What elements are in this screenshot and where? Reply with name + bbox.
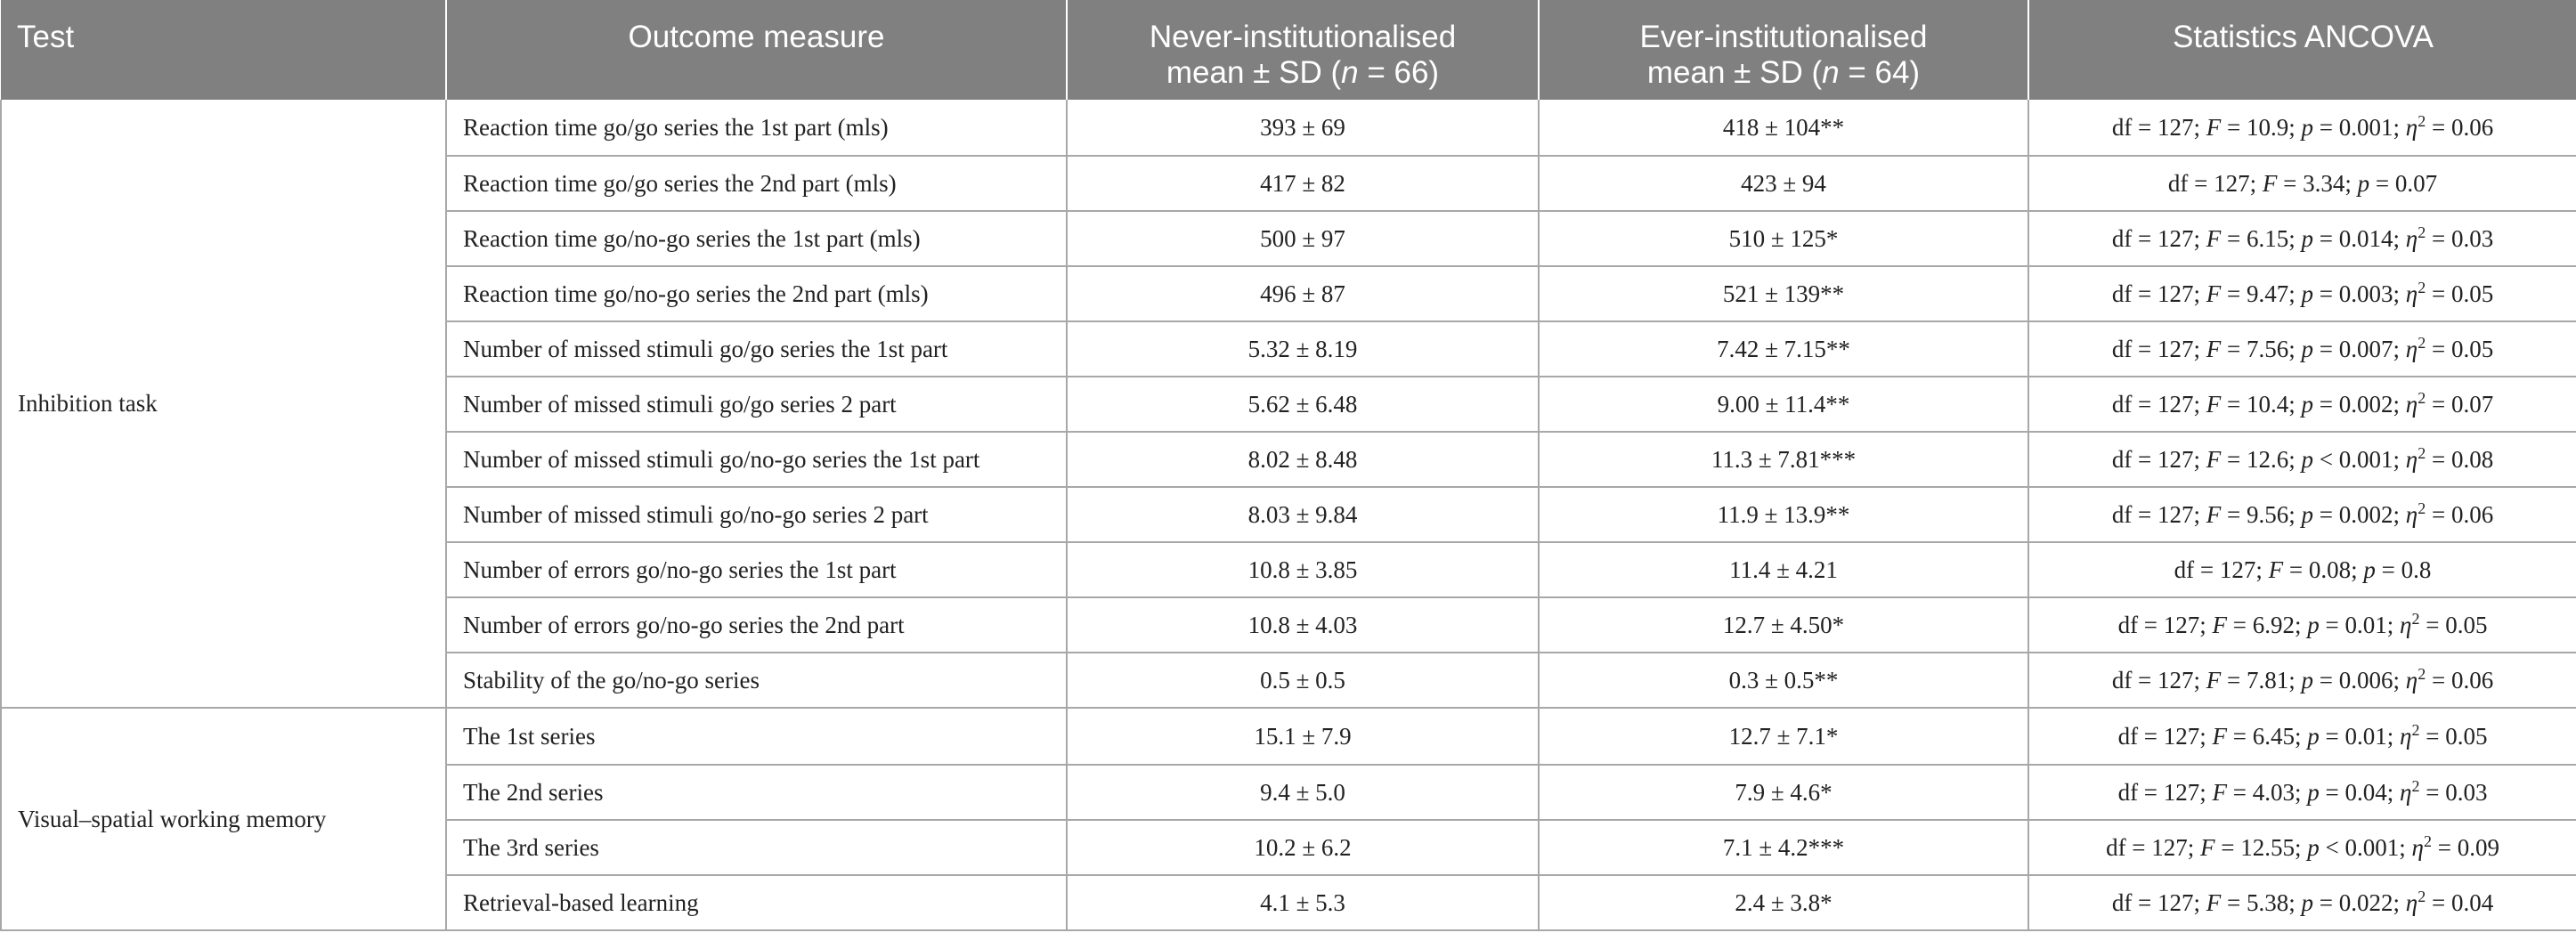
test-group-cell: Inhibition task — [1, 100, 446, 708]
statistics-cell: df = 127; F = 6.15; p = 0.014; $\eta^2 = 0.03$ — [2028, 211, 2576, 266]
statistics-cell: df = 127; F = 6.45; p = 0.01; $\eta^2 = 0.05$ — [2028, 708, 2576, 765]
ever-institutionalised-cell: 7.9 ± 4.6* — [1539, 765, 2028, 820]
ever-institutionalised-cell: 12.7 ± 4.50* — [1539, 597, 2028, 653]
statistics-cell: df = 127; F = 12.6; p < 0.001; $\eta^2 = 0.08$ — [2028, 432, 2576, 487]
header-never-line1: Never-institutionalised — [1149, 20, 1457, 54]
outcome-measure-cell: Reaction time go/go series the 1st part (mls) — [446, 100, 1067, 156]
ever-institutionalised-cell: 0.3 ± 0.5** — [1539, 653, 2028, 708]
outcome-measure-cell: The 3rd series — [446, 820, 1067, 875]
outcome-measure-cell: Retrieval-based learning — [446, 875, 1067, 930]
outcome-measure-cell: Number of missed stimuli go/no-go series 2 part — [446, 487, 1067, 542]
table-row — [1, 708, 2576, 765]
outcome-measure-cell: Number of missed stimuli go/go series the 1st part — [446, 321, 1067, 377]
header-test: Test — [1, 0, 446, 100]
never-institutionalised-cell: 10.8 ± 4.03 — [1067, 597, 1539, 653]
header-never-institutionalised — [1067, 0, 1539, 100]
never-institutionalised-cell: 15.1 ± 7.9 — [1067, 708, 1539, 765]
never-institutionalised-cell: 9.4 ± 5.0 — [1067, 765, 1539, 820]
outcome-measure-cell: Reaction time go/go series the 2nd part (mls) — [446, 156, 1067, 211]
test-group-cell: Visual–spatial working memory — [1, 708, 446, 930]
header-ever-line2: mean ± SD (n = 64) — [1646, 55, 1921, 90]
ever-institutionalised-cell: 11.3 ± 7.81*** — [1539, 432, 2028, 487]
statistics-cell: df = 127; F = 4.03; p = 0.04; $\eta^2 = 0.03$ — [2028, 765, 2576, 820]
ever-institutionalised-cell: 510 ± 125* — [1539, 211, 2028, 266]
ever-institutionalised-cell: 11.4 ± 4.21 — [1539, 542, 2028, 597]
outcome-measure-cell: Number of errors go/no-go series the 1st part — [446, 542, 1067, 597]
never-institutionalised-cell: 0.5 ± 0.5 — [1067, 653, 1539, 708]
never-institutionalised-cell: 10.8 ± 3.85 — [1067, 542, 1539, 597]
never-institutionalised-cell: 393 ± 69 — [1067, 100, 1539, 156]
never-institutionalised-cell: 8.02 ± 8.48 — [1067, 432, 1539, 487]
never-institutionalised-cell: 8.03 ± 9.84 — [1067, 487, 1539, 542]
table-header — [1, 0, 2576, 100]
never-institutionalised-cell: 496 ± 87 — [1067, 266, 1539, 321]
header-ever-line1: Ever-institutionalised — [1639, 20, 1928, 54]
never-institutionalised-cell: 500 ± 97 — [1067, 211, 1539, 266]
statistics-cell: df = 127; F = 9.47; p = 0.003; $\eta^2 = 0.05$ — [2028, 266, 2576, 321]
outcome-measure-cell: The 1st series — [446, 708, 1067, 765]
outcome-measure-cell: Number of errors go/no-go series the 2nd part — [446, 597, 1067, 653]
ever-institutionalised-cell: 9.00 ± 11.4** — [1539, 377, 2028, 432]
ever-institutionalised-cell: 423 ± 94 — [1539, 156, 2028, 211]
statistics-cell: df = 127; F = 10.4; p = 0.002; $\eta^2 = 0.07$ — [2028, 377, 2576, 432]
statistics-cell: df = 127; F = 7.56; p = 0.007; $\eta^2 = 0.05$ — [2028, 321, 2576, 377]
ever-institutionalised-cell: 521 ± 139** — [1539, 266, 2028, 321]
statistics-cell: df = 127; F = 9.56; p = 0.002; $\eta^2 = 0.06$ — [2028, 487, 2576, 542]
never-institutionalised-cell: 5.32 ± 8.19 — [1067, 321, 1539, 377]
statistics-cell: df = 127; F = 5.38; p = 0.022; $\eta^2 = 0.04$ — [2028, 875, 2576, 930]
outcome-measure-cell: Stability of the go/no-go series — [446, 653, 1067, 708]
header-outcome-measure: Outcome measure — [446, 0, 1067, 100]
ever-institutionalised-cell: 418 ± 104** — [1539, 100, 2028, 156]
header-never-line2: mean ± SD (n = 66) — [1166, 55, 1440, 90]
header-ever-institutionalised — [1539, 0, 2028, 100]
header-statistics-ancova: Statistics ANCOVA — [2028, 0, 2576, 100]
header-row — [1, 0, 2576, 100]
never-institutionalised-cell: 4.1 ± 5.3 — [1067, 875, 1539, 930]
never-institutionalised-cell: 417 ± 82 — [1067, 156, 1539, 211]
ever-institutionalised-cell: 2.4 ± 3.8* — [1539, 875, 2028, 930]
never-institutionalised-cell: 10.2 ± 6.2 — [1067, 820, 1539, 875]
table-body — [1, 100, 2576, 930]
statistics-cell: df = 127; F = 12.55; p < 0.001; $\eta^2 = 0.09$ — [2028, 820, 2576, 875]
outcome-measure-cell: Reaction time go/no-go series the 1st part (mls) — [446, 211, 1067, 266]
ever-institutionalised-cell: 7.42 ± 7.15** — [1539, 321, 2028, 377]
table-row — [1, 100, 2576, 156]
ever-institutionalised-cell: 11.9 ± 13.9** — [1539, 487, 2028, 542]
statistics-cell: df = 127; F = 3.34; p = 0.07 — [2028, 156, 2576, 211]
statistics-cell: df = 127; F = 0.08; p = 0.8 — [2028, 542, 2576, 597]
ever-institutionalised-cell: 7.1 ± 4.2*** — [1539, 820, 2028, 875]
statistics-cell: df = 127; F = 10.9; p = 0.001; $\eta^2 = 0.06$ — [2028, 100, 2576, 156]
statistics-cell: df = 127; F = 7.81; p = 0.006; $\eta^2 = 0.06$ — [2028, 653, 2576, 708]
ever-institutionalised-cell: 12.7 ± 7.1* — [1539, 708, 2028, 765]
outcome-measure-cell: Number of missed stimuli go/go series 2 part — [446, 377, 1067, 432]
outcome-measure-cell: Number of missed stimuli go/no-go series the 1st part — [446, 432, 1067, 487]
outcome-measure-cell: The 2nd series — [446, 765, 1067, 820]
never-institutionalised-cell: 5.62 ± 6.48 — [1067, 377, 1539, 432]
outcome-measure-cell: Reaction time go/no-go series the 2nd part (mls) — [446, 266, 1067, 321]
statistics-cell: df = 127; F = 6.92; p = 0.01; $\eta^2 = 0.05$ — [2028, 597, 2576, 653]
